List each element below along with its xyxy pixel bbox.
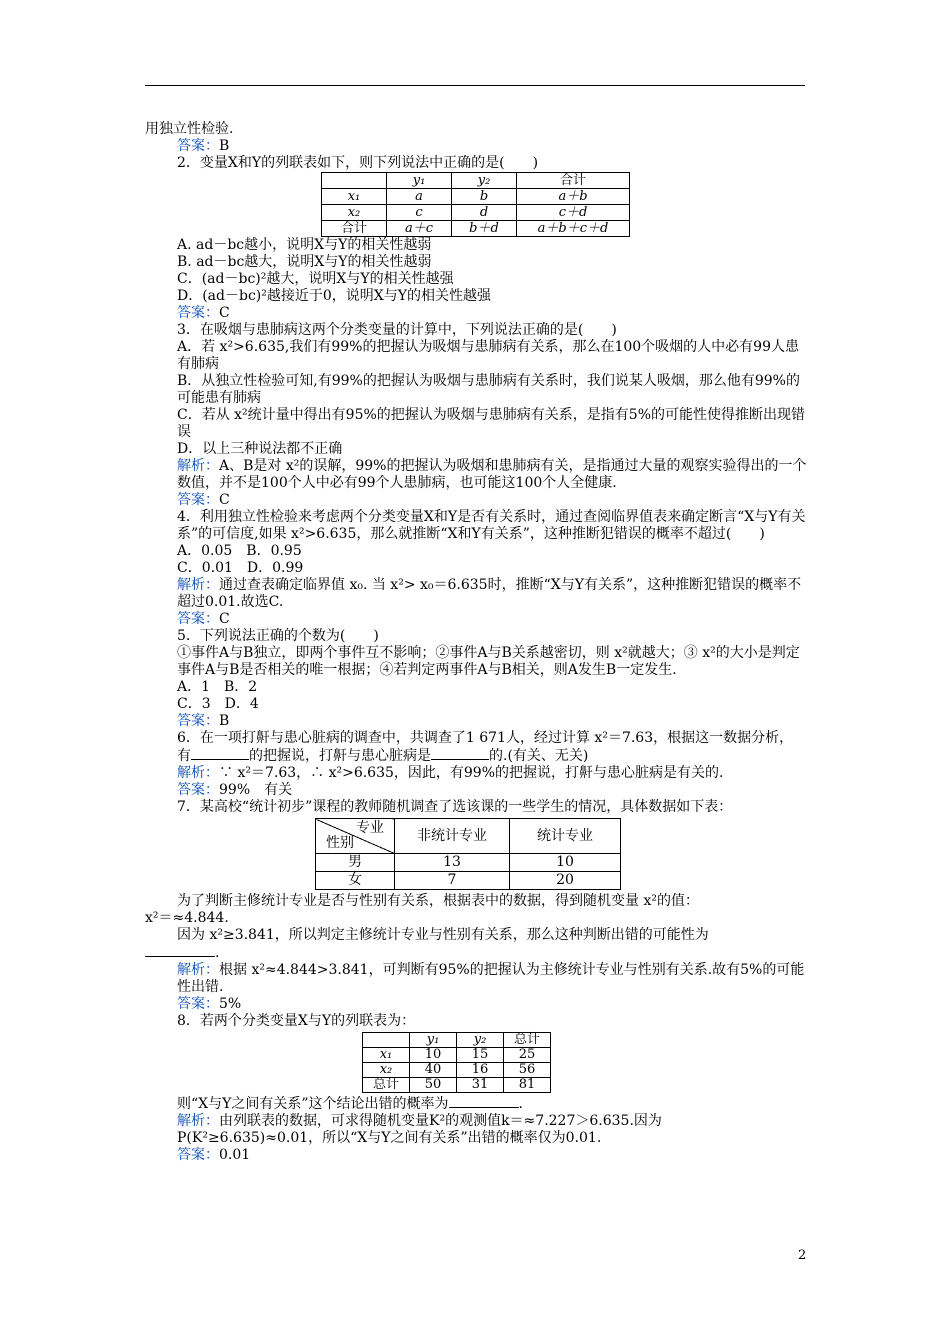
table-row: x₂ 40 16 56	[363, 1063, 551, 1078]
question-4: 4．利用独立性检验来考虑两个分类变量X和Y是否有关系时，通过查阅临界值表来确定断言“X与Y有关系”的可信度,如果 x²>6.635，那么就推断“X和Y有关系”，这种推断犯错误的概率不超过( )	[177, 509, 806, 542]
question-5: 5．下列说法正确的个数为( )	[177, 628, 379, 644]
answer-label: 答案：	[177, 138, 219, 154]
blank-line: .	[145, 944, 807, 962]
table-row: 男 13 10	[316, 854, 621, 872]
table-row: x₁ 10 15 25	[363, 1048, 551, 1063]
question-6: 6．在一项打鼾与患心脏病的调查中，共调查了1 671人，经过计算 x²＝7.63，根据这一数据分析，有 的把握说，打鼾与患心脏病是 的.(有关、无关)	[177, 730, 794, 764]
options-ab: A．1 B．2	[177, 679, 258, 695]
question-3: 3．在吸烟与患肺病这两个分类变量的计算中，下列说法正确的是( )	[177, 322, 617, 338]
options-ab: A．0.05 B．0.95	[177, 543, 302, 559]
table-row: 总计 50 31 81	[363, 1078, 551, 1093]
option-c: C．(ad－bc)²越大，说明X与Y的相关性越强	[177, 271, 454, 287]
table-row: 女 7 20	[316, 872, 621, 890]
answer-line: 答案：B	[177, 713, 230, 729]
question-7: 7．某高校“统计初步”课程的教师随机调查了选该课的一些学生的情况，具体数据如下表：	[177, 799, 733, 815]
table-row: 合计 a＋c b＋d a＋b＋c＋d	[322, 221, 630, 237]
analysis-line: 解析：通过查表确定临界值 x₀. 当 x²> x₀＝6.635时，推断“X与Y有关系”，这种推断犯错误的概率不超过0.01.故选C.	[177, 577, 802, 610]
answer-line: 答案：99% 有关	[177, 782, 293, 798]
analysis-line: 解析：∵ x²＝7.63，∴ x²>6.635，因此，有99%的把握说，打鼾与患心脏病是有关的.	[177, 765, 724, 781]
option-b: B. ad－bc越大，说明X与Y的相关性越弱	[177, 254, 432, 270]
text-line: 因为 x²≥3.841，所以判定主修统计专业与性别有关系，那么这种判断出错的可能性为	[177, 927, 709, 943]
question-8: 8．若两个分类变量X与Y的列联表为：	[177, 1013, 416, 1029]
answer-line: 答案：C	[177, 305, 230, 321]
answer-blank	[145, 944, 215, 957]
answer-blank	[191, 747, 249, 760]
answer-line: 答案：0.01	[177, 1147, 251, 1163]
table-row: y₁ y₂ 合计	[322, 173, 630, 189]
text-line: 为了判断主修统计专业是否与性别有关系，根据表中的数据，得到随机变量 x²的值：	[177, 893, 699, 909]
answer-line: 答案：C	[177, 492, 230, 508]
answer-blank	[431, 747, 489, 760]
option-b: B．从独立性检验可知,有99%的把握认为吸烟与患肺病有关系时，我们说某人吸烟，那么他有99%的可能患有肺病	[177, 373, 800, 406]
table-row: x₂ c d c＋d	[322, 205, 630, 221]
text-line: 则“X与Y之间有关系”这个结论出错的概率为 .	[177, 1096, 523, 1112]
contingency-table-1	[321, 172, 630, 237]
statements: ①事件A与B独立，即两个事件互不影响；②事件A与B关系越密切，则 x²就越大；③ x²的大小是判定事件A与B是否相关的唯一根据；④若判定两事件A与B相关，则A发生B一定发生.	[177, 645, 800, 678]
option-d: D．(ad－bc)²越接近于0，说明X与Y的相关性越强	[177, 288, 491, 304]
header-rule	[145, 85, 805, 86]
options-cd: C．3 D．4	[177, 696, 259, 712]
table-row: x₁ a b a＋b	[322, 189, 630, 205]
text-line: 用独立性检验.	[145, 121, 234, 137]
contingency-table-2	[362, 1032, 551, 1093]
answer-blank	[449, 1095, 519, 1108]
text-line: x²＝≈4.844.	[145, 910, 229, 926]
analysis-line: 解析：根据 x²≈4.844>3.841，可判断有95%的把握认为主修统计专业与性别有关系.故有5%的可能性出错.	[177, 962, 805, 995]
answer-line: 答案：5%	[177, 996, 242, 1012]
option-a: A. ad－bc越小，说明X与Y的相关性越弱	[177, 237, 432, 253]
question-2: 2．变量X和Y的列联表如下，则下列说法中正确的是( )	[177, 155, 539, 171]
options-cd: C．0.01 D．0.99	[177, 560, 304, 576]
answer-line: 答案：B	[177, 138, 230, 154]
option-d: D．以上三种说法都不正确	[177, 441, 343, 457]
answer-line: 答案：C	[177, 611, 230, 627]
table-row: y₁ y₂ 总计	[363, 1033, 551, 1048]
table-row: 专业 性别 非统计专业 统计专业	[316, 819, 621, 854]
analysis-line: 解析：由列联表的数据，可求得随机变量K²的观测值k＝≈7.227＞6.635.因为P(K²≥6.635)≈0.01，所以“X与Y之间有关系”出错的概率仅为0.01.	[177, 1113, 662, 1146]
page-content	[145, 121, 807, 1164]
option-a: A．若 x²>6.635,我们有99%的把握认为吸烟与患肺病有关系，那么在100个吸烟的人中必有99人患有肺病	[177, 339, 799, 372]
analysis-line: 解析：A、B是对 x²的误解，99%的把握认为吸烟和患肺病有关，是指通过大量的观察实验得出的一个数值，并不是100个人中必有99个人患肺病，也可能这100个人全健康.	[177, 458, 807, 491]
option-c: C．若从 x²统计量中得出有95%的把握认为吸烟与患肺病有关系，是指有5%的可能性使得推断出现错误	[177, 407, 805, 440]
page-number: 2	[798, 1248, 807, 1263]
survey-table	[315, 818, 621, 890]
diagonal-header: 专业 性别	[316, 819, 395, 854]
